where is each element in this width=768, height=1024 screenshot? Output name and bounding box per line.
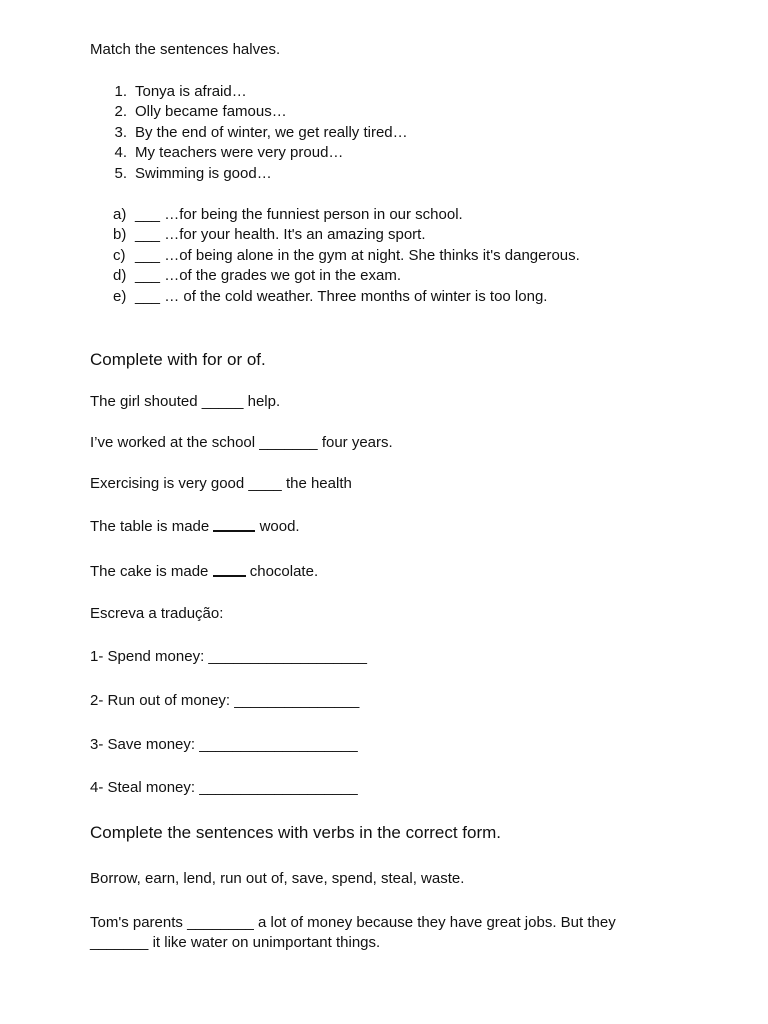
section-heading: Complete the sentences with verbs in the correct form. xyxy=(90,823,502,842)
exercise-sentence: The girl shouted _____ help. xyxy=(90,393,281,410)
sentence-end: chocolate. xyxy=(245,563,319,580)
answer-blank[interactable] xyxy=(213,561,246,577)
item-number: 2. xyxy=(114,103,127,120)
translation-heading: Escreva a tradução: xyxy=(90,605,224,622)
sentence-end: wood. xyxy=(255,518,300,535)
item-letter: b) xyxy=(113,226,127,243)
exercise-sentence xyxy=(90,561,318,581)
item-number: 1. xyxy=(114,83,127,100)
sentence-start: The table is made xyxy=(90,518,214,535)
exercise-sentence xyxy=(90,516,300,536)
match-instruction: Match the sentences halves. xyxy=(90,41,281,58)
item-text: By the end of winter, we get really tired… xyxy=(135,124,408,141)
item-text: Swimming is good… xyxy=(135,165,272,182)
exercise-paragraph: Tom's parents ________ a lot of money because they have great jobs. But they _______ it like water on unimportant things. xyxy=(90,914,616,951)
item-text: ___ …for being the funniest person in our school. xyxy=(135,206,463,223)
item-text: Olly became famous… xyxy=(135,103,287,120)
item-letter: a) xyxy=(113,206,127,223)
exercise-sentence: I’ve worked at the school _______ four years. xyxy=(90,434,393,451)
exercise-sentence: Exercising is very good ____ the health xyxy=(90,475,352,492)
item-text: ___ …of the grades we got in the exam. xyxy=(135,267,401,284)
item-text: ___ … of the cold weather. Three months of winter is too long. xyxy=(135,288,548,305)
item-number: 4. xyxy=(114,144,127,161)
item-letter: c) xyxy=(113,247,126,264)
answer-blank[interactable] xyxy=(213,516,255,532)
word-bank: Borrow, earn, lend, run out of, save, spend, steal, waste. xyxy=(90,870,465,887)
section-heading: Complete with for or of. xyxy=(90,350,266,369)
translation-item: 2- Run out of money: _______________ xyxy=(90,692,360,709)
translation-item: 3- Save money: ___________________ xyxy=(90,736,358,753)
item-text: My teachers were very proud… xyxy=(135,144,344,161)
item-text: ___ …of being alone in the gym at night. She thinks it's dangerous. xyxy=(135,247,580,264)
sentence-start: The cake is made xyxy=(90,563,213,580)
item-letter: d) xyxy=(113,267,127,284)
translation-item: 1- Spend money: ___________________ xyxy=(90,648,367,665)
item-number: 5. xyxy=(114,165,127,182)
item-letter: e) xyxy=(113,288,127,305)
item-number: 3. xyxy=(114,124,127,141)
item-text: Tonya is afraid… xyxy=(135,83,247,100)
translation-item: 4- Steal money: ___________________ xyxy=(90,779,358,796)
item-text: ___ …for your health. It's an amazing sport. xyxy=(135,226,426,243)
